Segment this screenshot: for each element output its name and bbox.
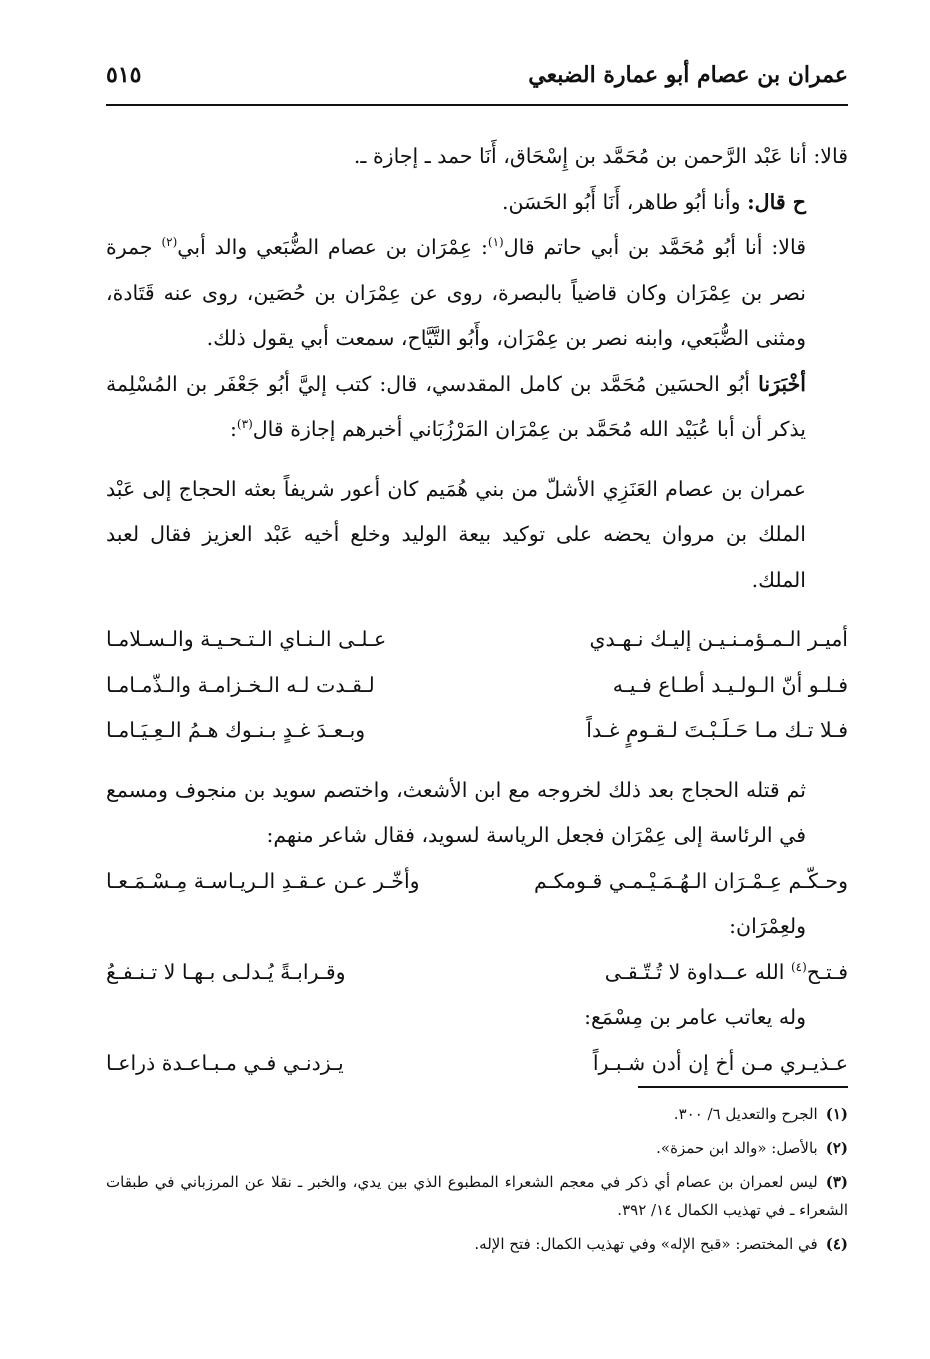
main-text [106, 134, 848, 1086]
verse-second-half: يـزدنـي فـي مـبـاعـدة ذراعـا [106, 1050, 344, 1075]
footnote-ref-1[interactable]: (١) [487, 235, 504, 250]
footnote-1 [106, 1100, 848, 1128]
footnote-text: ليس لعمران بن عصام أي ذكر في معجم الشعراء المطبوع الذي بين يدي، والخبر ـ نقلا عن المرزباني في طبقات الشعراء ـ في تهذيب الكمال ١٤/ ٣٩٢. [106, 1173, 848, 1219]
paragraph-5: عمران بن عصام العَنَزِي الأشلّ من بني هُمَيم كان أعور شريفاً بعثه الحجاج إلى عَبْد الملك بن مروان يحضه على توكيد بيعة الوليد وخلع أخيه عَبْد العزيز فقال لعبد الملك. [106, 476, 806, 592]
footnote-number: (٤) [825, 1235, 848, 1253]
verse-word: فـتـح [806, 959, 848, 984]
paragraph-3-part-b: : عِمْرَان بن عصام الضُّبَعي والد أبي [177, 235, 488, 259]
footnote-ref-4[interactable]: (٤) [790, 959, 807, 974]
paragraph-3-part-c: جمرة نصر بن عِمْرَان وكان قاضياً بالبصرة، روى عن عِمْرَان بن حُصَين، روى عنه قَتَادة، ومثنى الضُّبَعي، وابنه نصر بن عِمْرَان، وأَبُو التَّيَّاح، سمعت أبي يقول ذلك. [106, 235, 806, 350]
footnote-4 [106, 1230, 848, 1258]
footnote-divider [638, 1086, 848, 1088]
verse-second-half: عـلـى الـنـاي الـتـحـيـة والـسـلامـا [106, 627, 387, 651]
verse-line [106, 663, 848, 709]
footnote-number: (٣) [825, 1173, 848, 1191]
verse-line [106, 859, 848, 905]
footnote-number: (١) [825, 1105, 848, 1123]
verse-first-half: فـلا تـك مـا حَـلَـبْـتَ لـقـومٍ غـداً [586, 718, 848, 742]
verse-line [106, 1041, 848, 1087]
footnote-ref-3[interactable]: (٣) [236, 417, 253, 432]
verse-second-half: وقـرابـةً يُـدلـى بـهـا لا تـنـفـعُ [106, 959, 346, 984]
paragraph-2 [106, 180, 848, 226]
paragraph-4-label: أخْبَرَنا [758, 371, 806, 396]
paragraph-8: وله يعاتب عامر بن مِسْمَع: [584, 1005, 806, 1029]
verse-first-half: عـذيـري مـن أخ إن أدن شـبـراً [592, 1050, 848, 1075]
footnote-2 [106, 1134, 848, 1162]
paragraph-6: ثم قتله الحجاج بعد ذلك لخروجه مع ابن الأشعث، واختصم سويد بن منجوف ومسمع في الرئاسة إلى عِمْرَان فجعل الرياسة لسويد، فقال شاعر منهم: [106, 777, 806, 847]
footnotes [106, 1100, 848, 1264]
paragraph-3-part-a: قالا: أنا أبُو مُحَمَّد بن أبي حاتم قال [503, 235, 806, 259]
footnote-number: (٢) [825, 1139, 848, 1157]
paragraph-4-part-a: أبُو الحسَين مُحَمَّد بن كامل المقدسي، قال: كتب إليَّ أبُو جَعْفَر بن المُسْلِمة يذكر أن أبا عُبَيْد الله مُحَمَّد بن عِمْرَان المَرْزُبَاني أخبرهم إجازة قال [106, 371, 806, 441]
verse-second-half: وأخّـر عـن عـقـدِ الـريـاسـة مِـسْـمَـعـا [106, 868, 420, 893]
running-title: عمران بن عصام أبو عمارة الضبعي [528, 62, 848, 88]
footnote-3 [106, 1168, 848, 1224]
footnote-text: بالأصل: «والد ابن حمزة». [656, 1139, 818, 1157]
footnote-text: في المختصر: «قبح الإله» وفي تهذيب الكمال: فتح الإله. [474, 1235, 818, 1253]
paragraph-2-text: وأنا أبُو طاهر، أَنَا أَبُو الحَسَن. [501, 189, 748, 214]
verse-words: الله عــداوة لا تُـتّـقـى [604, 959, 791, 984]
spacer [106, 754, 848, 768]
verse-second-half: وبـعـدَ غـدٍ بـنـوك هـمُ الـعِـيَـامـا [106, 718, 366, 742]
verse-line [106, 617, 848, 663]
verse-first-half: فـلـو أنّ الـولـيـد أطـاع فـيـه [612, 672, 848, 697]
header-divider [106, 104, 848, 106]
paragraph-3 [106, 225, 848, 362]
verse-line [106, 950, 848, 996]
running-header [106, 62, 848, 98]
paragraph-4-part-b: : [230, 417, 237, 441]
paragraph-4 [106, 362, 848, 453]
footnote-ref-2[interactable]: (٢) [161, 235, 178, 250]
spacer [106, 453, 848, 467]
paragraph-2-label: ح قال: [747, 189, 806, 214]
verse-line [106, 708, 848, 754]
paragraph-7: ولعِمْرَان: [729, 914, 806, 938]
paragraph-1: قالا: أنا عَبْد الرَّحمن بن مُحَمَّد بن إِسْحَاق، أَنَا حمد ـ إجازة ـ. [353, 144, 848, 168]
verse-first-half [605, 950, 848, 996]
footnote-text: الجرح والتعديل ٦/ ٣٠٠. [673, 1105, 818, 1123]
spacer [106, 603, 848, 617]
verse-first-half: أميـر الـمـؤمـنـيـن إليـك نـهـدي [589, 627, 848, 651]
verse-first-half: وحـكّـم عِـمْـرَان الـهُـمَـيْـمـي قـومكـم [534, 868, 848, 893]
page-number: ٥١٥ [106, 62, 142, 88]
verse-second-half: لـقـدت لـه الـخـزامـة والـذّمـامـا [106, 672, 375, 697]
